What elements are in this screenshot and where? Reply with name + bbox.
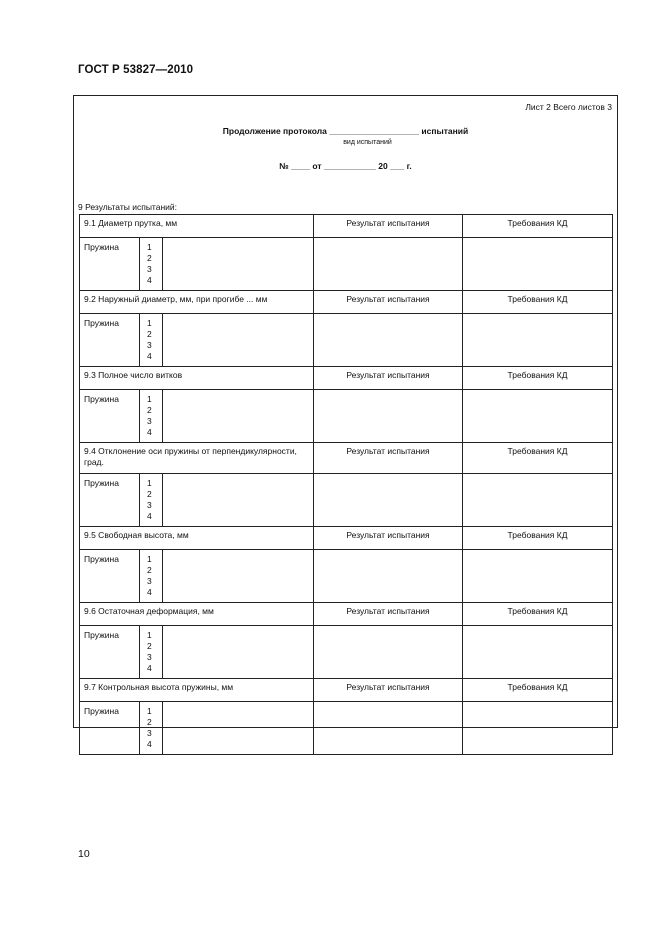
requirements-cell[interactable] [463,314,613,367]
section-header-row [80,215,613,238]
sample-numbers [140,314,163,367]
sample-number: 1 [147,630,152,640]
section-header-row [80,443,613,474]
result-column-header: Результат испытания [314,215,463,238]
sample-number: 4 [147,511,152,521]
section-header-row [80,527,613,550]
sample-number: 4 [147,275,152,285]
section-label: 9.5 Свободная высота, мм [80,527,314,550]
section-header-row [80,291,613,314]
section-label: 9.4 Отклонение оси пружины от перпендикулярности, град. [80,443,314,474]
sample-number: 1 [147,318,152,328]
spring-label: Пружина [80,314,140,367]
sample-number: 3 [147,264,152,274]
section-header-row [80,367,613,390]
sample-number: 3 [147,416,152,426]
sample-number: 1 [147,554,152,564]
sample-number: 3 [147,340,152,350]
measurement-cell[interactable] [163,626,314,679]
measurement-cell[interactable] [163,314,314,367]
sample-numbers [140,550,163,603]
sample-number: 4 [147,351,152,361]
requirements-column-header: Требования КД [463,367,613,390]
measurement-cell[interactable] [163,390,314,443]
section-header-row [80,679,613,702]
sample-number: 1 [147,242,152,252]
result-column-header: Результат испытания [314,291,463,314]
spring-row [80,474,613,527]
spring-row [80,238,613,291]
result-cell[interactable] [314,474,463,527]
section-label: 9.2 Наружный диаметр, мм, при прогибе ... мм [80,291,314,314]
sample-number: 3 [147,576,152,586]
sample-number: 1 [147,478,152,488]
page-number: 10 [78,848,90,860]
sample-number: 1 [147,394,152,404]
sample-number: 4 [147,587,152,597]
sample-numbers [140,702,163,755]
sample-number: 2 [147,489,152,499]
result-column-header: Результат испытания [314,443,463,474]
requirements-column-header: Требования КД [463,215,613,238]
measurement-cell[interactable] [163,702,314,755]
results-heading: 9 Результаты испытаний: [78,202,178,212]
spring-label: Пружина [80,702,140,755]
section-label: 9.1 Диаметр прутка, мм [80,215,314,238]
section-label: 9.3 Полное число витков [80,367,314,390]
spring-row [80,390,613,443]
sample-number: 3 [147,652,152,662]
requirements-cell[interactable] [463,626,613,679]
result-column-header: Результат испытания [314,527,463,550]
spring-label: Пружина [80,238,140,291]
sample-number: 2 [147,405,152,415]
sample-number: 3 [147,500,152,510]
sample-number: 4 [147,663,152,673]
sample-number: 1 [147,706,152,716]
protocol-frame [73,95,618,749]
measurement-cell[interactable] [163,474,314,527]
sample-number: 4 [147,427,152,437]
sample-numbers [140,626,163,679]
spring-label: Пружина [80,626,140,679]
document-header: ГОСТ Р 53827—2010 [78,64,194,76]
requirements-column-header: Требования КД [463,679,613,702]
spring-row [80,314,613,367]
result-cell[interactable] [314,550,463,603]
spring-label: Пружина [80,474,140,527]
protocol-number-line: № ____ от ___________ 20 ___ г. [279,161,412,171]
test-type-caption: вид испытаний [343,139,392,146]
requirements-column-header: Требования КД [463,527,613,550]
result-cell[interactable] [314,314,463,367]
result-column-header: Результат испытания [314,603,463,626]
result-cell[interactable] [314,626,463,679]
requirements-cell[interactable] [463,238,613,291]
requirements-column-header: Требования КД [463,603,613,626]
requirements-cell[interactable] [463,474,613,527]
sample-numbers [140,238,163,291]
sample-number: 4 [147,739,152,749]
requirements-cell[interactable] [463,702,613,755]
section-label: 9.7 Контрольная высота пружины, мм [80,679,314,702]
measurement-cell[interactable] [163,550,314,603]
result-cell[interactable] [314,390,463,443]
sample-numbers [140,474,163,527]
result-column-header: Результат испытания [314,367,463,390]
requirements-column-header: Требования КД [463,291,613,314]
result-cell[interactable] [314,702,463,755]
requirements-cell[interactable] [463,390,613,443]
measurement-cell[interactable] [163,238,314,291]
sample-numbers [140,390,163,443]
sample-number: 2 [147,253,152,263]
result-column-header: Результат испытания [314,679,463,702]
spring-row [80,626,613,679]
sheet-info: Лист 2 Всего листов 3 [525,102,612,112]
protocol-title: Продолжение протокола ___________________ испытаний [222,126,469,136]
sample-number: 2 [147,641,152,651]
results-table [79,214,613,755]
section-label: 9.6 Остаточная деформация, мм [80,603,314,626]
spring-row [80,702,613,755]
requirements-column-header: Требования КД [463,443,613,474]
sample-number: 3 [147,728,152,738]
spring-label: Пружина [80,390,140,443]
sample-number: 2 [147,717,152,727]
result-cell[interactable] [314,238,463,291]
spring-label: Пружина [80,550,140,603]
requirements-cell[interactable] [463,550,613,603]
section-header-row [80,603,613,626]
sample-number: 2 [147,329,152,339]
sample-number: 2 [147,565,152,575]
spring-row [80,550,613,603]
